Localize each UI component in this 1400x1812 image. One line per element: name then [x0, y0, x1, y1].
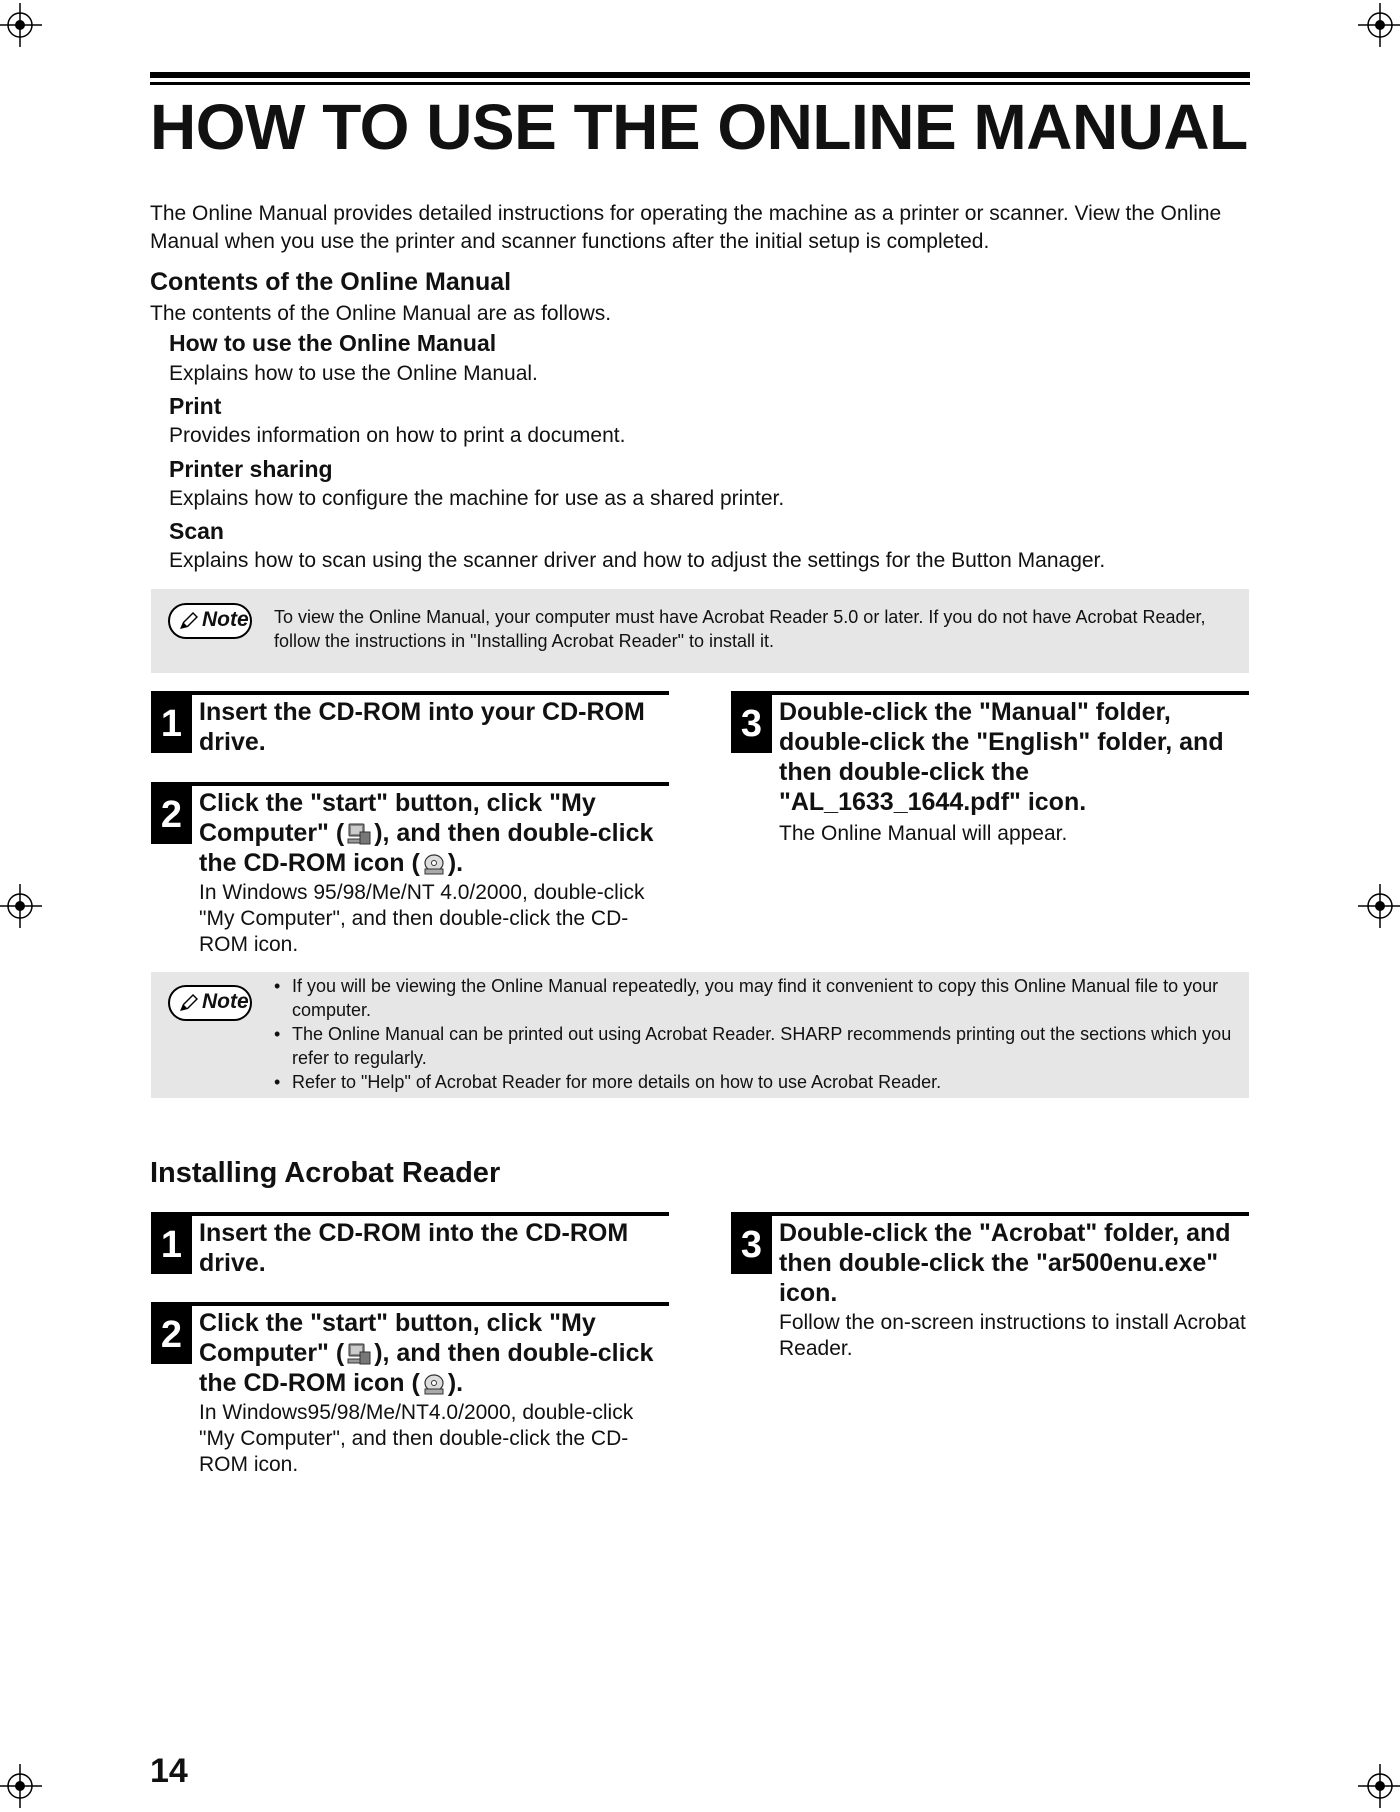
intro-paragraph: The Online Manual provides detailed instructions for operating the machine as a printer or scanner. View the Online Manual when you use the printer and scanner functions after the initial setup is completed.	[150, 202, 1222, 253]
cd-rom-drive-icon	[422, 852, 446, 876]
step-heading: Insert the CD-ROM into your CD-ROM drive.	[199, 698, 645, 756]
my-computer-icon	[346, 822, 372, 846]
step-heading-part: Click the "start" button, click "My Computer" (	[199, 789, 596, 847]
my-computer-icon	[346, 1342, 372, 1366]
step-heading-part: ).	[447, 849, 464, 877]
note-bullet-item	[274, 1022, 1242, 1070]
note-bullet-text: If you will be viewing the Online Manual repeatedly, you may find it convenient to copy this Online Manual file to your computer.	[292, 976, 1219, 1020]
step-rule	[151, 1212, 669, 1216]
bullet-glyph: •	[274, 1024, 281, 1044]
cd-rom-drive-icon	[422, 1372, 446, 1396]
note-bullet-text: The Online Manual can be printed out using Acrobat Reader. SHARP recommends printing out the sections which you refer to regularly.	[292, 1024, 1232, 1068]
contents-item-title: Print	[169, 393, 222, 419]
registration-mark-bottom-left-icon	[0, 1764, 42, 1808]
step-rule	[151, 782, 669, 786]
step-heading-part: ).	[447, 1369, 464, 1397]
step-heading	[199, 1308, 675, 1398]
step-number: 1	[151, 1216, 192, 1274]
note-badge	[168, 603, 252, 639]
page-number: 14	[150, 1752, 188, 1790]
contents-item-desc: Explains how to scan using the scanner driver and how to adjust the settings for the Button Manager.	[169, 549, 1106, 572]
installing-heading: Installing Acrobat Reader	[150, 1157, 501, 1189]
registration-mark-top-right-icon	[1358, 3, 1400, 47]
contents-heading: Contents of the Online Manual	[150, 268, 512, 296]
step-body: The Online Manual will appear.	[779, 822, 1068, 845]
step-number: 1	[151, 695, 192, 753]
step-heading-part: ), and then double-click the CD-ROM icon (	[199, 1339, 654, 1397]
step-heading-part: ), and then double-click the CD-ROM icon (	[199, 819, 654, 877]
note-text: To view the Online Manual, your computer must have Acrobat Reader 5.0 or later. If you do not have Acrobat Reader, follow the instructions in "Installing Acrobat Reader" to install it.	[274, 607, 1206, 651]
note-box-acrobat-requirement	[151, 589, 1249, 673]
step-number: 3	[731, 1216, 772, 1274]
note-label: Note	[202, 608, 249, 631]
header-rule-thick	[150, 72, 1250, 78]
note-label: Note	[202, 990, 249, 1013]
step-number: 3	[731, 695, 772, 753]
contents-item-title: Printer sharing	[169, 456, 333, 482]
header-rule-thin	[150, 82, 1250, 85]
note-bullet-text: Refer to "Help" of Acrobat Reader for more details on how to use Acrobat Reader.	[292, 1072, 942, 1092]
step-heading	[199, 788, 675, 878]
step-heading: Double-click the "Manual" folder, double-click the "English" folder, and then double-click the "AL_1633_1644.pdf" icon.	[779, 698, 1224, 816]
bullet-glyph: •	[274, 1072, 281, 1092]
step-rule	[151, 691, 669, 695]
pencil-icon	[178, 993, 200, 1013]
step-heading: Double-click the "Acrobat" folder, and then double-click the "ar500enu.exe" icon.	[779, 1219, 1231, 1307]
step-body: In Windows95/98/Me/NT4.0/2000, double-click "My Computer", and then double-click the CD-ROM icon.	[199, 1401, 634, 1476]
contents-item-desc: Explains how to configure the machine for use as a shared printer.	[169, 487, 785, 510]
page-title: HOW TO USE THE ONLINE MANUAL	[150, 91, 1248, 163]
contents-item-title: How to use the Online Manual	[169, 330, 497, 356]
step-number: 2	[151, 1306, 192, 1364]
step-heading-part: Click the "start" button, click "My Computer" (	[199, 1309, 596, 1367]
registration-mark-mid-left-icon	[0, 884, 42, 928]
step-body: In Windows 95/98/Me/NT 4.0/2000, double-click "My Computer", and then double-click the CD-ROM icon.	[199, 881, 645, 956]
note-bullet-item	[274, 1070, 1242, 1094]
step-number: 2	[151, 786, 192, 844]
contents-item-title: Scan	[169, 518, 224, 544]
contents-lead: The contents of the Online Manual are as follows.	[150, 302, 612, 325]
contents-item-desc: Explains how to use the Online Manual.	[169, 362, 538, 385]
registration-mark-bottom-right-icon	[1358, 1764, 1400, 1808]
pencil-icon	[178, 611, 200, 631]
bullet-glyph: •	[274, 976, 281, 996]
note-bullet-list	[274, 974, 1242, 1094]
step-rule	[151, 1302, 669, 1306]
contents-item-desc: Provides information on how to print a document.	[169, 424, 626, 447]
registration-mark-mid-right-icon	[1358, 884, 1400, 928]
step-rule	[731, 691, 1249, 695]
note-box-tips	[151, 972, 1249, 1098]
step-rule	[731, 1212, 1249, 1216]
note-bullet-item	[274, 974, 1242, 1022]
step-body: Follow the on-screen instructions to install Acrobat Reader.	[779, 1311, 1246, 1360]
note-badge	[168, 985, 252, 1021]
note-text	[274, 974, 1242, 1094]
registration-mark-top-left-icon	[0, 3, 42, 47]
step-heading: Insert the CD-ROM into the CD-ROM drive.	[199, 1219, 629, 1277]
